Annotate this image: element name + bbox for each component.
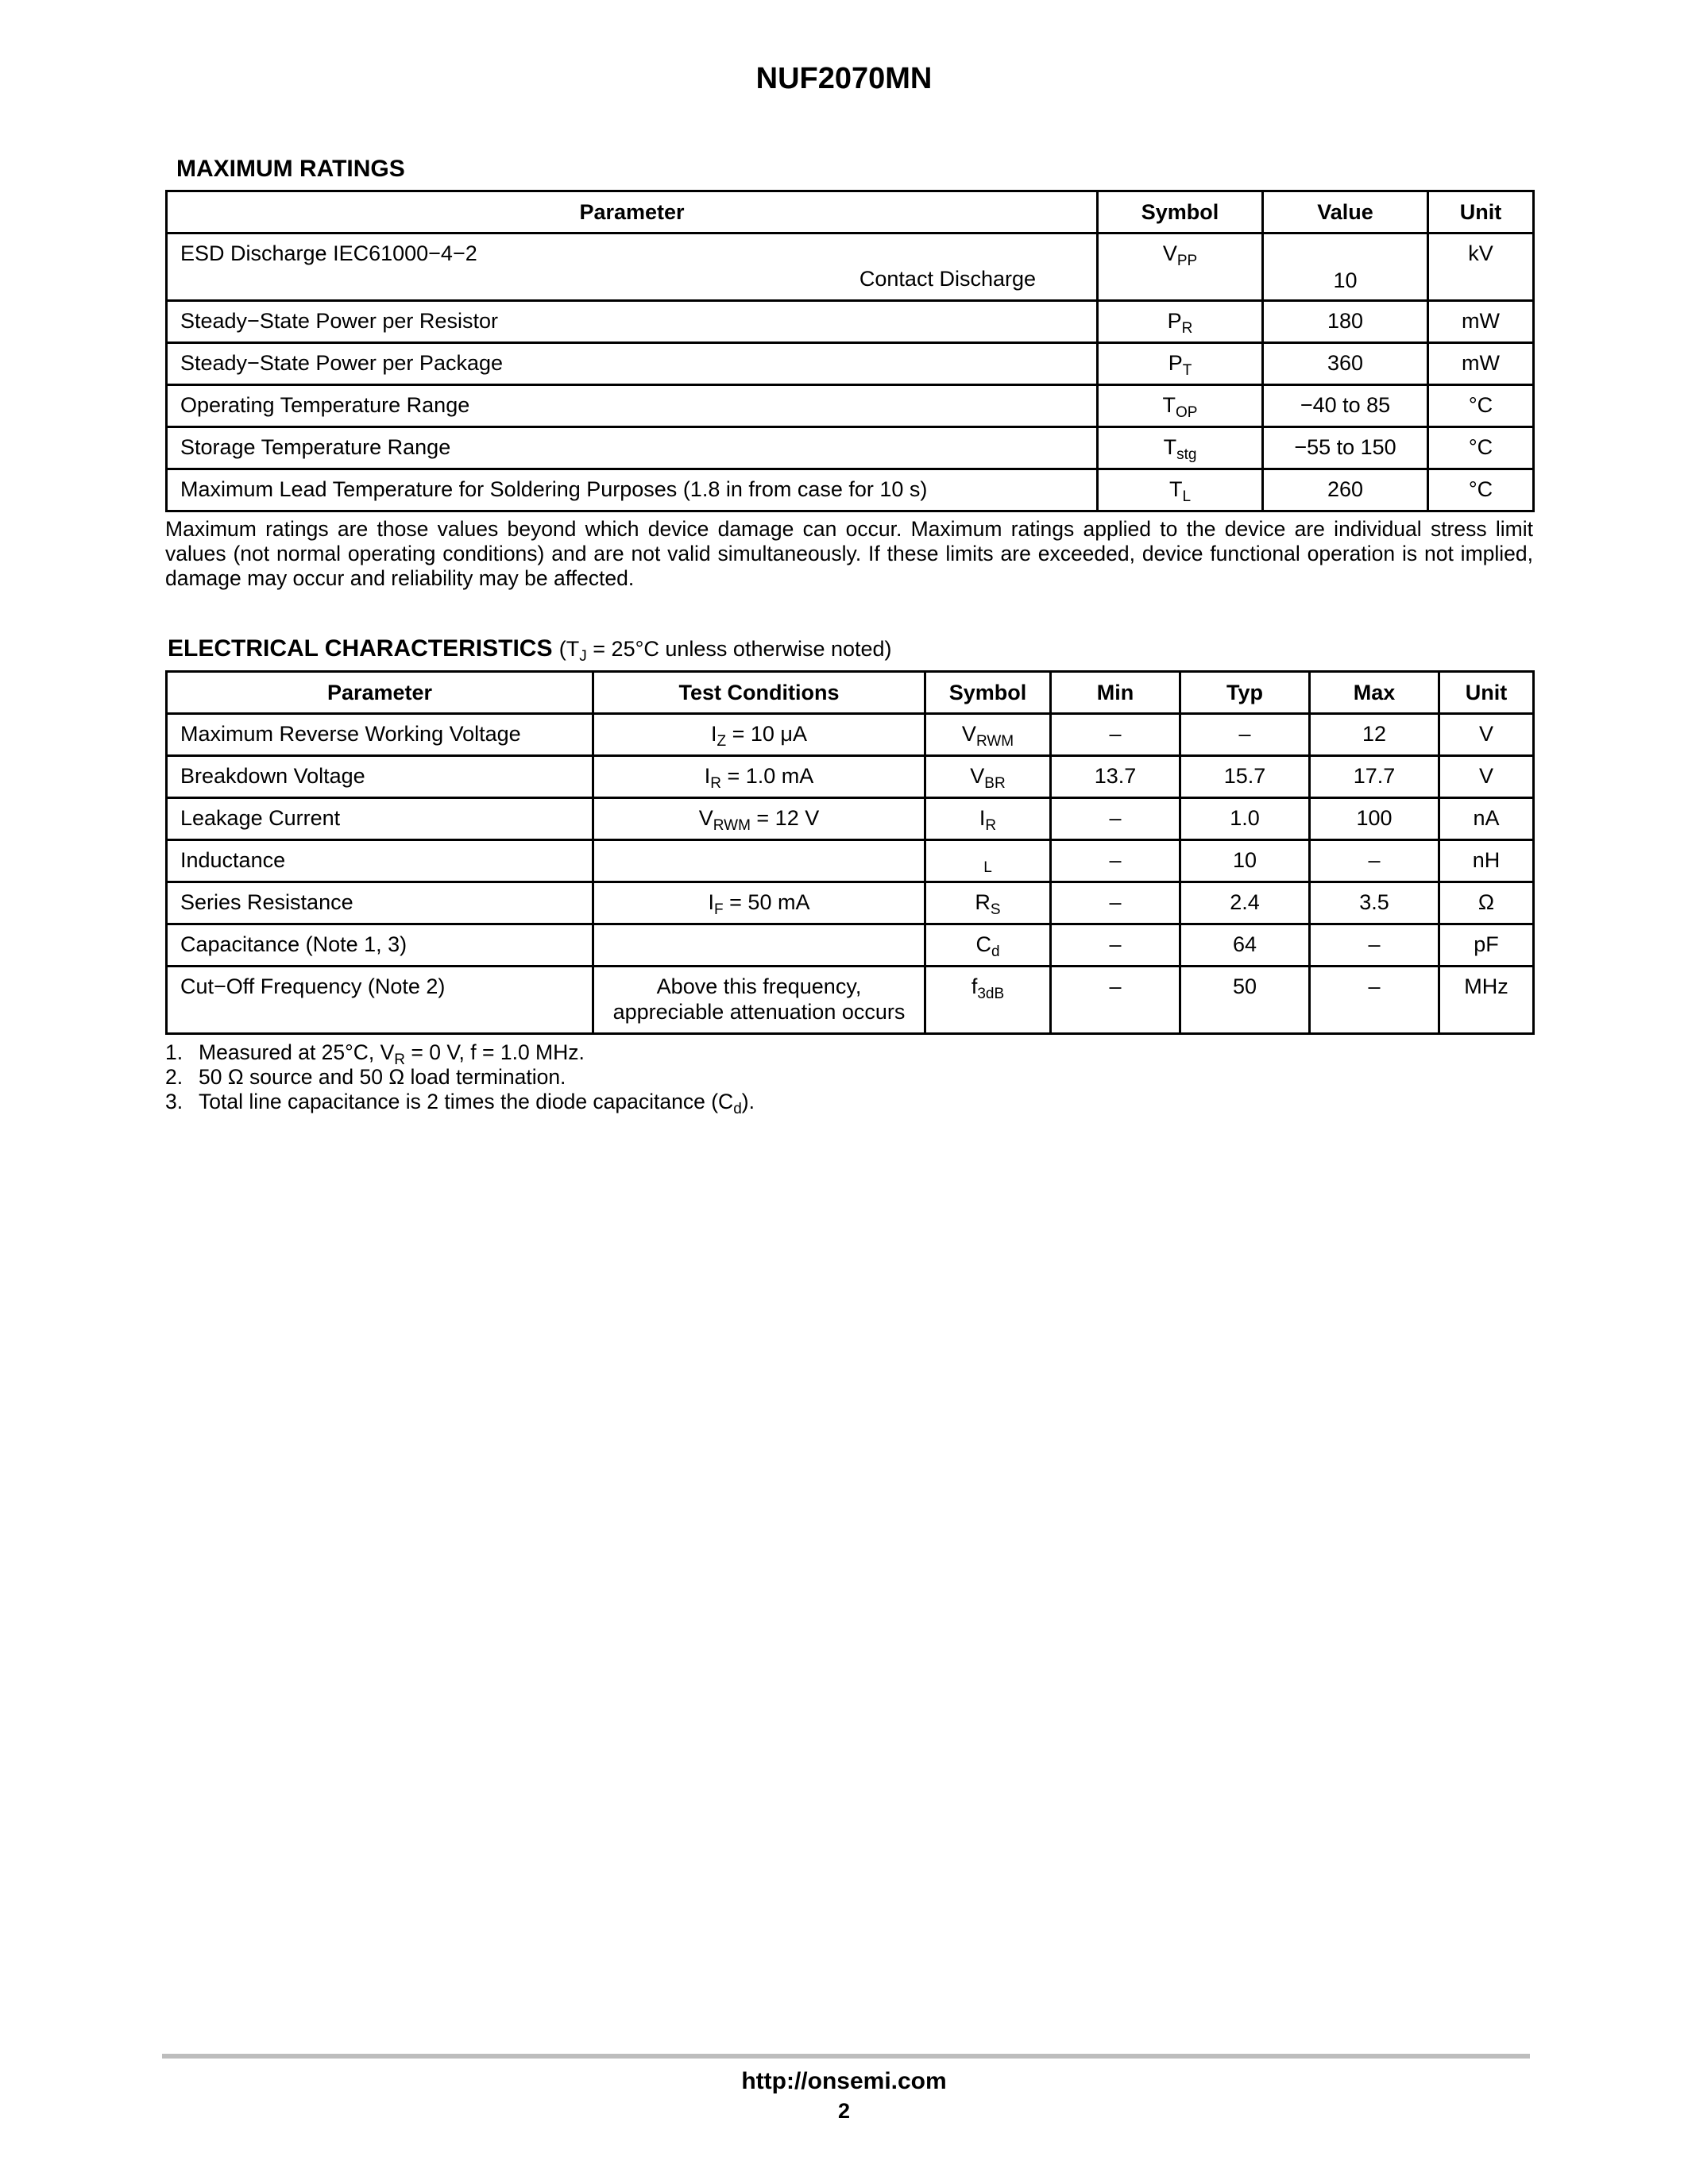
symbol-cell — [1098, 233, 1263, 301]
symbol-subscript: R — [985, 817, 997, 834]
max-cell: 12 — [1310, 714, 1439, 756]
typ-cell: 10 — [1180, 840, 1310, 882]
condition-pre: (T — [558, 637, 580, 661]
condition-cell — [593, 714, 925, 756]
electrical-title-text: ELECTRICAL CHARACTERISTICS — [168, 635, 553, 662]
unit-cell: V — [1439, 756, 1534, 798]
value-cell: −40 to 85 — [1263, 385, 1428, 427]
footnote-text: 50 Ω source and 50 Ω load termination. — [199, 1065, 566, 1089]
max-cell: 3.5 — [1310, 882, 1439, 924]
unit-cell: °C — [1428, 427, 1534, 469]
condition-cell — [593, 756, 925, 798]
condition-cell — [593, 924, 925, 967]
table-header-row — [167, 672, 1534, 714]
unit-cell: MHz — [1439, 967, 1534, 1034]
table-row — [167, 385, 1534, 427]
symbol-text: P — [1167, 309, 1182, 333]
unit-cell: °C — [1428, 385, 1534, 427]
page-number: 2 — [837, 2099, 851, 2123]
symbol-subscript: d — [991, 943, 1000, 960]
symbol-cell — [925, 714, 1051, 756]
symbol-cell — [1098, 469, 1263, 511]
symbol-subscript: R — [1181, 320, 1193, 337]
col-header-max: Max — [1310, 672, 1439, 714]
condition-sub: J — [579, 648, 587, 665]
symbol-subscript: L — [1182, 488, 1192, 505]
unit-cell: Ω — [1439, 882, 1534, 924]
param-cell: Breakdown Voltage — [167, 756, 593, 798]
symbol-text: I — [979, 806, 986, 830]
min-cell: – — [1051, 840, 1180, 882]
footnote-subscript: d — [733, 1101, 742, 1117]
table-header-row — [167, 191, 1534, 233]
footer-url[interactable]: http://onsemi.com — [741, 2068, 947, 2094]
electrical-title — [168, 635, 892, 665]
max-ratings-note: Maximum ratings are those values beyond which device damage can occur. Maximum ratings applied to the device are individual stress limit values (not normal operating conditions) and are not valid simultaneously. If these limits are exceeded, device functional operation is not implied, damage may occur and reliability may be affected. — [165, 517, 1533, 590]
symbol-text: f — [971, 974, 978, 998]
condition-subscript: Z — [717, 733, 727, 750]
unit-cell: pF — [1439, 924, 1534, 967]
symbol-subscript: S — [990, 901, 1001, 918]
typ-cell: 64 — [1180, 924, 1310, 967]
symbol-text: P — [1168, 351, 1183, 375]
footer-divider — [162, 2054, 1530, 2059]
condition-text: I — [711, 722, 717, 746]
footnote-number: 1. — [165, 1040, 183, 1064]
symbol-subscript: BR — [984, 775, 1006, 792]
col-header-symbol: Symbol — [1098, 191, 1263, 233]
typ-cell: – — [1180, 714, 1310, 756]
table-row — [167, 469, 1534, 511]
symbol-subscript: stg — [1176, 446, 1197, 463]
symbol-subscript: 3dB — [977, 986, 1005, 1002]
table-row — [167, 233, 1534, 301]
footnote-3 — [165, 1090, 1533, 1117]
param-subtext: Contact Discharge — [859, 267, 1036, 291]
col-header-parameter: Parameter — [167, 672, 593, 714]
unit-cell: kV — [1428, 233, 1534, 301]
electrical-table — [165, 670, 1535, 1035]
param-cell — [167, 233, 1098, 301]
unit-cell: °C — [1428, 469, 1534, 511]
unit-cell: mW — [1428, 301, 1534, 343]
symbol-text: V — [961, 722, 976, 746]
param-cell: Storage Temperature Range — [167, 427, 1098, 469]
condition-subscript: RWM — [713, 817, 751, 834]
col-header-parameter: Parameter — [167, 191, 1098, 233]
footnote-1 — [165, 1040, 1533, 1068]
condition-subscript: R — [710, 775, 721, 792]
param-cell: Leakage Current — [167, 798, 593, 840]
symbol-cell — [925, 967, 1051, 1034]
min-cell: – — [1051, 924, 1180, 967]
symbol-cell — [1098, 385, 1263, 427]
symbol-cell — [1098, 301, 1263, 343]
symbol-cell — [925, 756, 1051, 798]
condition-cell — [593, 840, 925, 882]
min-cell: – — [1051, 882, 1180, 924]
symbol-text: V — [970, 764, 985, 788]
table-row — [167, 427, 1534, 469]
param-cell: Operating Temperature Range — [167, 385, 1098, 427]
condition-cell — [593, 798, 925, 840]
value-cell: 180 — [1263, 301, 1428, 343]
table-row — [167, 840, 1534, 882]
footnote-number: 2. — [165, 1065, 183, 1089]
symbol-subscript: L — [983, 859, 992, 876]
symbol-cell — [925, 798, 1051, 840]
min-cell: – — [1051, 967, 1180, 1034]
table-row — [167, 301, 1534, 343]
footnote-text: Measured at 25°C, V — [199, 1040, 395, 1064]
symbol-text: T — [1162, 393, 1176, 417]
condition-cell — [593, 882, 925, 924]
footnote-text-post: ). — [741, 1090, 755, 1113]
param-cell: Capacitance (Note 1, 3) — [167, 924, 593, 967]
symbol-subscript: PP — [1176, 253, 1198, 269]
value-cell: 360 — [1263, 343, 1428, 385]
typ-cell: 2.4 — [1180, 882, 1310, 924]
col-header-unit: Unit — [1428, 191, 1534, 233]
condition-text: I — [704, 764, 711, 788]
col-header-min: Min — [1051, 672, 1180, 714]
typ-cell: 50 — [1180, 967, 1310, 1034]
symbol-cell — [1098, 343, 1263, 385]
electrical-condition — [558, 637, 892, 665]
table-row — [167, 343, 1534, 385]
condition-text-post: = 1.0 mA — [720, 764, 814, 788]
footnote-2 — [165, 1065, 1533, 1090]
max-cell: – — [1310, 967, 1439, 1034]
param-cell: Maximum Reverse Working Voltage — [167, 714, 593, 756]
symbol-cell — [925, 882, 1051, 924]
col-header-test-conditions: Test Conditions — [593, 672, 925, 714]
param-cell: Steady−State Power per Package — [167, 343, 1098, 385]
condition-text-post: = 12 V — [750, 806, 820, 830]
condition-text-post: = 50 mA — [723, 890, 810, 914]
param-cell: Cut−Off Frequency (Note 2) — [167, 967, 593, 1034]
table-row — [167, 798, 1534, 840]
value-cell: 260 — [1263, 469, 1428, 511]
symbol-text: V — [1162, 241, 1177, 265]
footnote-text-post: = 0 V, f = 1.0 MHz. — [405, 1040, 585, 1064]
condition-text: I — [708, 890, 715, 914]
document-title: NUF2070MN — [755, 62, 933, 95]
footnote-number: 3. — [165, 1090, 183, 1113]
max-cell: – — [1310, 924, 1439, 967]
value-cell: −55 to 150 — [1263, 427, 1428, 469]
condition-cell — [593, 967, 925, 1034]
min-cell: – — [1051, 714, 1180, 756]
table-row — [167, 882, 1534, 924]
max-cell: 17.7 — [1310, 756, 1439, 798]
table-row — [167, 924, 1534, 967]
condition-text-post: = 10 μA — [726, 722, 807, 746]
min-cell: 13.7 — [1051, 756, 1180, 798]
max-ratings-title: MAXIMUM RATINGS — [176, 156, 405, 182]
unit-cell: nH — [1439, 840, 1534, 882]
table-row — [167, 967, 1534, 1034]
table-row — [167, 714, 1534, 756]
unit-cell: mW — [1428, 343, 1534, 385]
param-text: ESD Discharge IEC61000−4−2 — [180, 241, 477, 265]
min-cell: – — [1051, 798, 1180, 840]
value-cell: 10 — [1263, 233, 1428, 301]
col-header-unit: Unit — [1439, 672, 1534, 714]
max-cell: – — [1310, 840, 1439, 882]
symbol-cell — [925, 924, 1051, 967]
max-ratings-table — [165, 190, 1535, 512]
symbol-subscript: OP — [1176, 404, 1198, 421]
symbol-subscript: T — [1182, 362, 1192, 379]
typ-cell: 15.7 — [1180, 756, 1310, 798]
table-row — [167, 756, 1534, 798]
footnote-text: Total line capacitance is 2 times the diode capacitance (C — [199, 1090, 734, 1113]
col-header-symbol: Symbol — [925, 672, 1051, 714]
col-header-value: Value — [1263, 191, 1428, 233]
param-cell: Inductance — [167, 840, 593, 882]
param-cell: Series Resistance — [167, 882, 593, 924]
condition-line-1: Above this frequency, — [656, 974, 862, 998]
symbol-subscript: RWM — [975, 733, 1014, 750]
symbol-text: T — [1168, 477, 1183, 501]
condition-post: = 25°C unless otherwise noted) — [586, 637, 892, 661]
footnote-subscript: R — [394, 1051, 406, 1068]
condition-text: V — [698, 806, 713, 830]
condition-line-2: appreciable attenuation occurs — [612, 1000, 906, 1024]
symbol-text: R — [975, 890, 991, 914]
max-cell: 100 — [1310, 798, 1439, 840]
footnotes — [165, 1040, 1533, 1117]
symbol-cell — [1098, 427, 1263, 469]
unit-cell: nA — [1439, 798, 1534, 840]
param-cell: Steady−State Power per Resistor — [167, 301, 1098, 343]
param-cell: Maximum Lead Temperature for Soldering Purposes (1.8 in from case for 10 s) — [167, 469, 1098, 511]
unit-cell: V — [1439, 714, 1534, 756]
symbol-text: C — [975, 932, 991, 956]
condition-subscript: F — [714, 901, 724, 918]
symbol-text: T — [1163, 435, 1177, 459]
symbol-cell — [925, 840, 1051, 882]
col-header-typ: Typ — [1180, 672, 1310, 714]
typ-cell: 1.0 — [1180, 798, 1310, 840]
